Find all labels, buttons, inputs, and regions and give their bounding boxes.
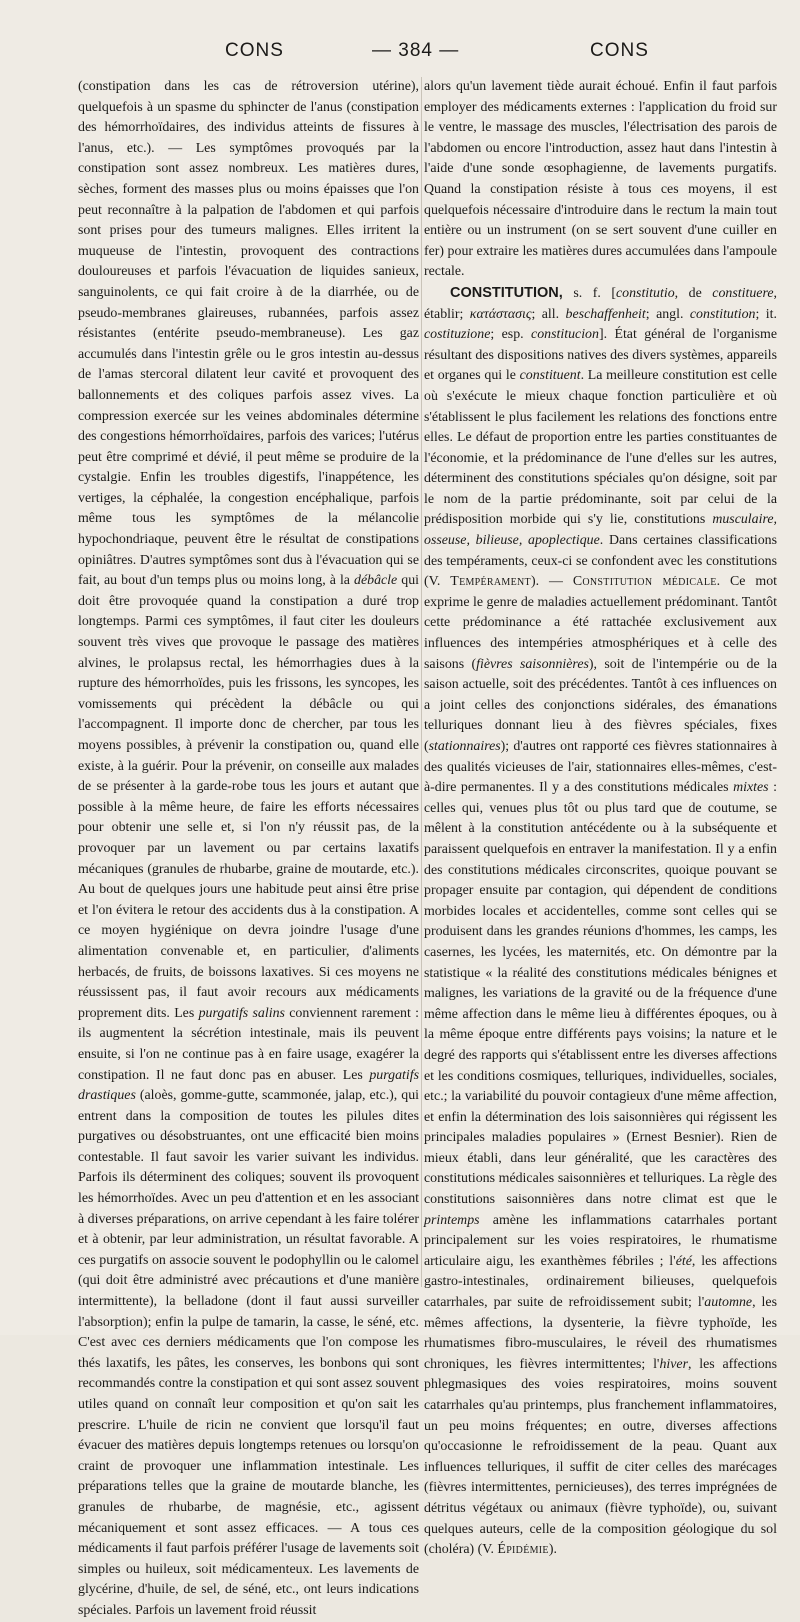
header-left-guideword: CONS	[225, 40, 284, 61]
right-column	[424, 77, 777, 1561]
body-text: , les mêmes affections, la dysenterie, la fièvre typhoïde, les rhumatismes fibro-musculaires, le réveil des rhumatismes chroniques, les fièvres intermittentes; l'	[424, 1295, 777, 1372]
italic-term: hiver	[659, 1356, 688, 1372]
etymology-term: constitutio	[615, 285, 675, 301]
italic-term: constituent	[519, 368, 581, 384]
body-text: , les affections phlegmasiques des voies respiratoires, moins souvent catarrhales qu'au printemps, plus franchement inflammatoires, un peu moins fréquentes; en outre, diverses affections qu'occasionne le refroidissement de la peau. Quant aux influences telluriques, il suffit de citer celles des marécages (fièvres intermittentes, pernicieuses), des terres imprégnées de détritus végétaux ou animaux (fièvre typhoïde), ou, suivant quelques auteurs, celle de la composition géologique du sol (choléra) (V.	[424, 1356, 777, 1558]
body-text: : celles qui, venues plus tôt ou plus tard que de coutume, se mêlent à la constitution antécédente ou à la subséquente et paraissent quelquefois en entraver la manifestation. Il y a enfin des constitutions médicales circonscrites, quoique pouvant se propager ensuite par contagion, qui dépendent de conditions morbides locales et accidentelles, comme sont celles qui se produisent dans les grandes réunions d'hommes, les camps, les casernes, les lycées, les maternités, etc. On démontre par la statistique « la réalité des constitutions médicales bénignes et malignes, les variations de la gravité ou de la fréquence d'une même affection dans le même lieu à différentes époques, ou à la même époque entre différents pays voisins; la nature et le degré des rapports qui s'établissent entre les diverses affections et les conditions cosmiques, telluriques, individuelles, sociales, etc.; la variabilité du pouvoir contagieux d'une même affection, et enfin la détermination des lois saisonnières qui régissent les principales maladies populaires » (Ernest Besnier). Rien de mieux établi, dans leur généralité, que les caractères des constitutions médicales saisonnières et telluriques. La règle des constitutions saisonnières dans notre climat est que le	[424, 780, 777, 1208]
italic-term: fièvres saisonnières	[476, 656, 589, 672]
italic-term: débâcle	[354, 573, 398, 589]
body-text: (constipation dans les cas de rétroversion utérine), quelquefois à un spasme du sphincter de l'anus (constipation des hémorrhoïdaires, des individus atteints de fissures à l'anus, etc.). — Les symptômes provoqués par la constipation sont assez nombreux. Les matières dures, sèches, forment des masses plus ou moins épaisses que l'on peut reconnaître à la palpation de l'abdomen et qui parfois sont prises pour des tumeurs malignes. Elles irritent la muqueuse de l'intestin, provoquent des contractions douloureuses et parfois l'évacuation de liquides sanieux, sanguinolents, ce qui fait croire à de la diarrhée, ou de pseudo-membranes glaireuses, rubannées, parfois assez résistantes (entérite pseudo-membraneuse). Les gaz accumulés dans l'intestin grêle ou le gros intestin au-dessus de l'amas stercoral dilatent leur cavité et provoquent des ballonnements et des coliques parfois assez vives. La compression exercée sur les veines abdominales détermine des congestions hémorrhoïdaires, parfois des varices; l'utérus peut être comprimé et dévié, il peut même se produire de la cystalgie. Enfin les troubles digestifs, l'inappétence, les vertiges, la céphalée, la congestion encéphalique, parfois même tous les symptômes de la mélancolie hypochondriaque, peuvent être le résultat de constipations opiniâtres. D'autres symptômes sont dus à l'évacuation qui se fait, au bout d'un temps plus ou moins long, à la	[78, 79, 419, 589]
body-text: , de	[674, 285, 713, 301]
greek-term: κατάστασις	[469, 306, 532, 322]
spanish-term: constitucion	[531, 327, 599, 343]
italic-term: purgatifs drastiques	[78, 1067, 419, 1104]
subentry-heading: Constitution médicale	[572, 574, 717, 590]
body-text: . Ce mot exprime le genre de maladies actuellement prédominant. Tantôt cette prédominance a été rattachée exclusivement aux influences des intempéries atmosphériques et à celle des saisons (	[424, 574, 778, 672]
italic-term: musculaire, osseuse, bilieuse, apoplectique	[424, 512, 777, 549]
entry-headword: CONSTITUTION,	[450, 284, 563, 301]
constipation-entry-continuation	[78, 77, 419, 1622]
body-text: . Dans certaines classifications des tempéraments, ceux-ci se confondent avec les constitutions (V.	[424, 533, 777, 590]
body-text: . La meilleure constitution est celle où s'exécute le mieux chaque fonction particulière et où s'établissent le plus facilement les relations des fonctions entre elles. Le défaut de proportion entre les parties constituantes de l'économie, et la prédominance de l'une d'elles sur les autres, déterminent des constitutions spéciales qu'on désigne, soit par le nom de la partie prédominante, soit par celui de la prédisposition morbide qui s'y lie, constitutions	[424, 368, 777, 528]
running-header	[0, 40, 800, 70]
body-text: ). —	[530, 574, 573, 590]
body-text: ]. État général de l'organisme résultant des dispositions natives des divers systèmes, appareils et organes qui le	[424, 327, 777, 384]
cross-reference: Épidémie	[497, 1542, 549, 1558]
body-text: (aloès, gomme-gutte, scammonée, jalap, etc.), qui entrent dans la composition de toutes les pilules dites purgatives ou désobstruantes, ont une efficacité bien moins contestable. Il faut savoir les varier suivant les individus. Parfois ils déterminent des coliques; souvent ils provoquent les hémorrhoïdes. Avec un peu d'attention et en les associant à diverses préparations, on arrive cependant à les faire tolérer et à obtenir, par leur administration, un résultat favorable. A ces purgatifs on associe souvent le podophyllin ou le calomel (qui doit être administré avec précautions et d'une manière intermittente), la belladone (dont il faut aussi surveiller l'absorption); enfin la pulpe de tamarin, la casse, le séné, etc. C'est avec ces derniers médicaments que l'on compose les thés laxatifs, les pâtes, les conserves, les bonbons qui sont recommandés contre la constipation et qui sont assez souvent utiles quand on connaît leur composition et qu'on sait les prescrire. L'huile de ricin ne convient que lorsqu'il faut évacuer des matières depuis longtemps retenues ou lorsqu'on craint de provoquer une inflammation intestinale. Les préparations telles que la graine de moutarde blanche, les granules de rhubarbe, de magnésie, etc., agissent mécaniquement et sont assez efficaces. — A tous ces médicaments il faut parfois préférer l'usage de lavements soit simples ou huileux, soit médicamenteux. Les lavements de glycérine, d'huile, de sel, de séné, etc., ont leurs indications spéciales. Parfois un lavement froid réussit	[78, 1088, 419, 1618]
body-text: ; angl.	[645, 306, 690, 322]
etymology-term: constituere	[712, 285, 774, 301]
column-divider	[421, 77, 422, 1287]
german-term: beschaffenheit	[565, 306, 646, 322]
body-text: , les affections gastro-intestinales, ordinairement bilieuses, quelquefois catarrhales, par suite de refroidissement subit; l'	[424, 1253, 778, 1311]
constipation-entry-end: alors qu'un lavement tiède aurait échoué. Enfin il faut parfois employer des médicaments externes : l'application du froid sur le ventre, le massage des muscles, l'électrisation des parois de l'abdomen ou encore l'introduction, assez haut dans l'intestin à l'aide d'une sonde œsophagienne, de lavements purgatifs. Quand la constipation résiste à tous ces moyens, il est quelquefois nécessaire d'introduire dans le rectum la main tout entière ou un instrument (on se sert souvent d'une cuiller en fer) pour extraire les matières dures accumulées dans l'ampoule rectale.	[424, 79, 777, 280]
body-text: conviennent rarement : ils augmentent la sécrétion intestinale, mais ils peuvent ensuite, si l'on ne continue pas à en faire usage, exagérer la constipation. Il ne faut donc pas en abuser. Les	[78, 1005, 419, 1083]
body-text: s. f. [	[562, 285, 616, 301]
body-text: qui doit être provoquée quand la constipation a duré trop longtemps. Parmi ces symptômes, il faut citer les douleurs souvent très vives que provoque le passage des matières alvines, le prolapsus rectal, les hémorrhagies dues à la rupture des hémorrhoïdes, puis les frissons, les syncopes, les vomissements qui précèdent la débâcle ou qui l'accompagnent. Il importe donc de chercher, par tous les moyens possibles, à prévenir la constipation ou, quand elle existe, à la guérir. Pour la prévenir, on conseille aux malades de se présenter à la garde-robe tous les jours et autant que possible à la même heure, de faire les efforts nécessaires pour obtenir une selle et, si l'on n'y réussit pas, de la provoquer par un lavement ou par certains laxatifs mécaniques (granules de rhubarbe, graine de moutarde, etc.). Au bout de quelques jours une habitude peut ainsi être prise et l'on évitera le retour des accidents dus à la constipation. A ce moyen hygiénique on devra joindre l'usage d'une alimentation convenable et, en particulier, d'aliments herbacés, de fruits, de boissons laxatives. Si ces moyens ne réussissent pas, il faut avoir recours aux médicaments proprement dits. Les	[78, 573, 419, 1021]
italic-term: mixtes	[733, 780, 769, 796]
body-text: ), soit de l'intempérie ou de la saison actuelle, soit des précédentes. Tantôt à ces influences on a joint celles des conjonctions sidérales, des émanations telluriques donnant lieu à des fièvres spéciales, fixes (	[424, 656, 778, 754]
english-term: constitution	[689, 306, 756, 322]
body-text: , établir;	[424, 285, 777, 322]
header-right-guideword: CONS	[590, 40, 649, 61]
body-text: ).	[548, 1542, 557, 1558]
italic-term: automne	[704, 1295, 753, 1311]
body-text: amène les inflammations catarrhales portant principalement sur les voies respiratoires, le rhumatisme articulaire aigu, les exanthèmes fébriles ; l'	[424, 1212, 777, 1269]
constitution-entry	[424, 283, 777, 1561]
italic-term: été	[675, 1253, 692, 1269]
italian-term: costituzione	[424, 327, 491, 343]
body-text: ; all.	[531, 306, 566, 322]
cross-reference: Tempérament	[450, 574, 531, 590]
italic-term: printemps	[424, 1212, 480, 1228]
italic-term: purgatifs salins	[198, 1005, 285, 1021]
left-column	[78, 77, 419, 1622]
body-text: ); d'autres ont rapporté ces fièvres stationnaires à des qualités vicieuses de l'air, stationnaires elles-mêmes, c'est-à-dire permanentes. Il y a des constitutions médicales	[424, 739, 777, 796]
body-text: ; it.	[755, 306, 777, 322]
body-text: ; esp.	[490, 327, 532, 343]
page-number: — 384 —	[372, 40, 460, 61]
italic-term: stationnaires	[428, 739, 501, 754]
